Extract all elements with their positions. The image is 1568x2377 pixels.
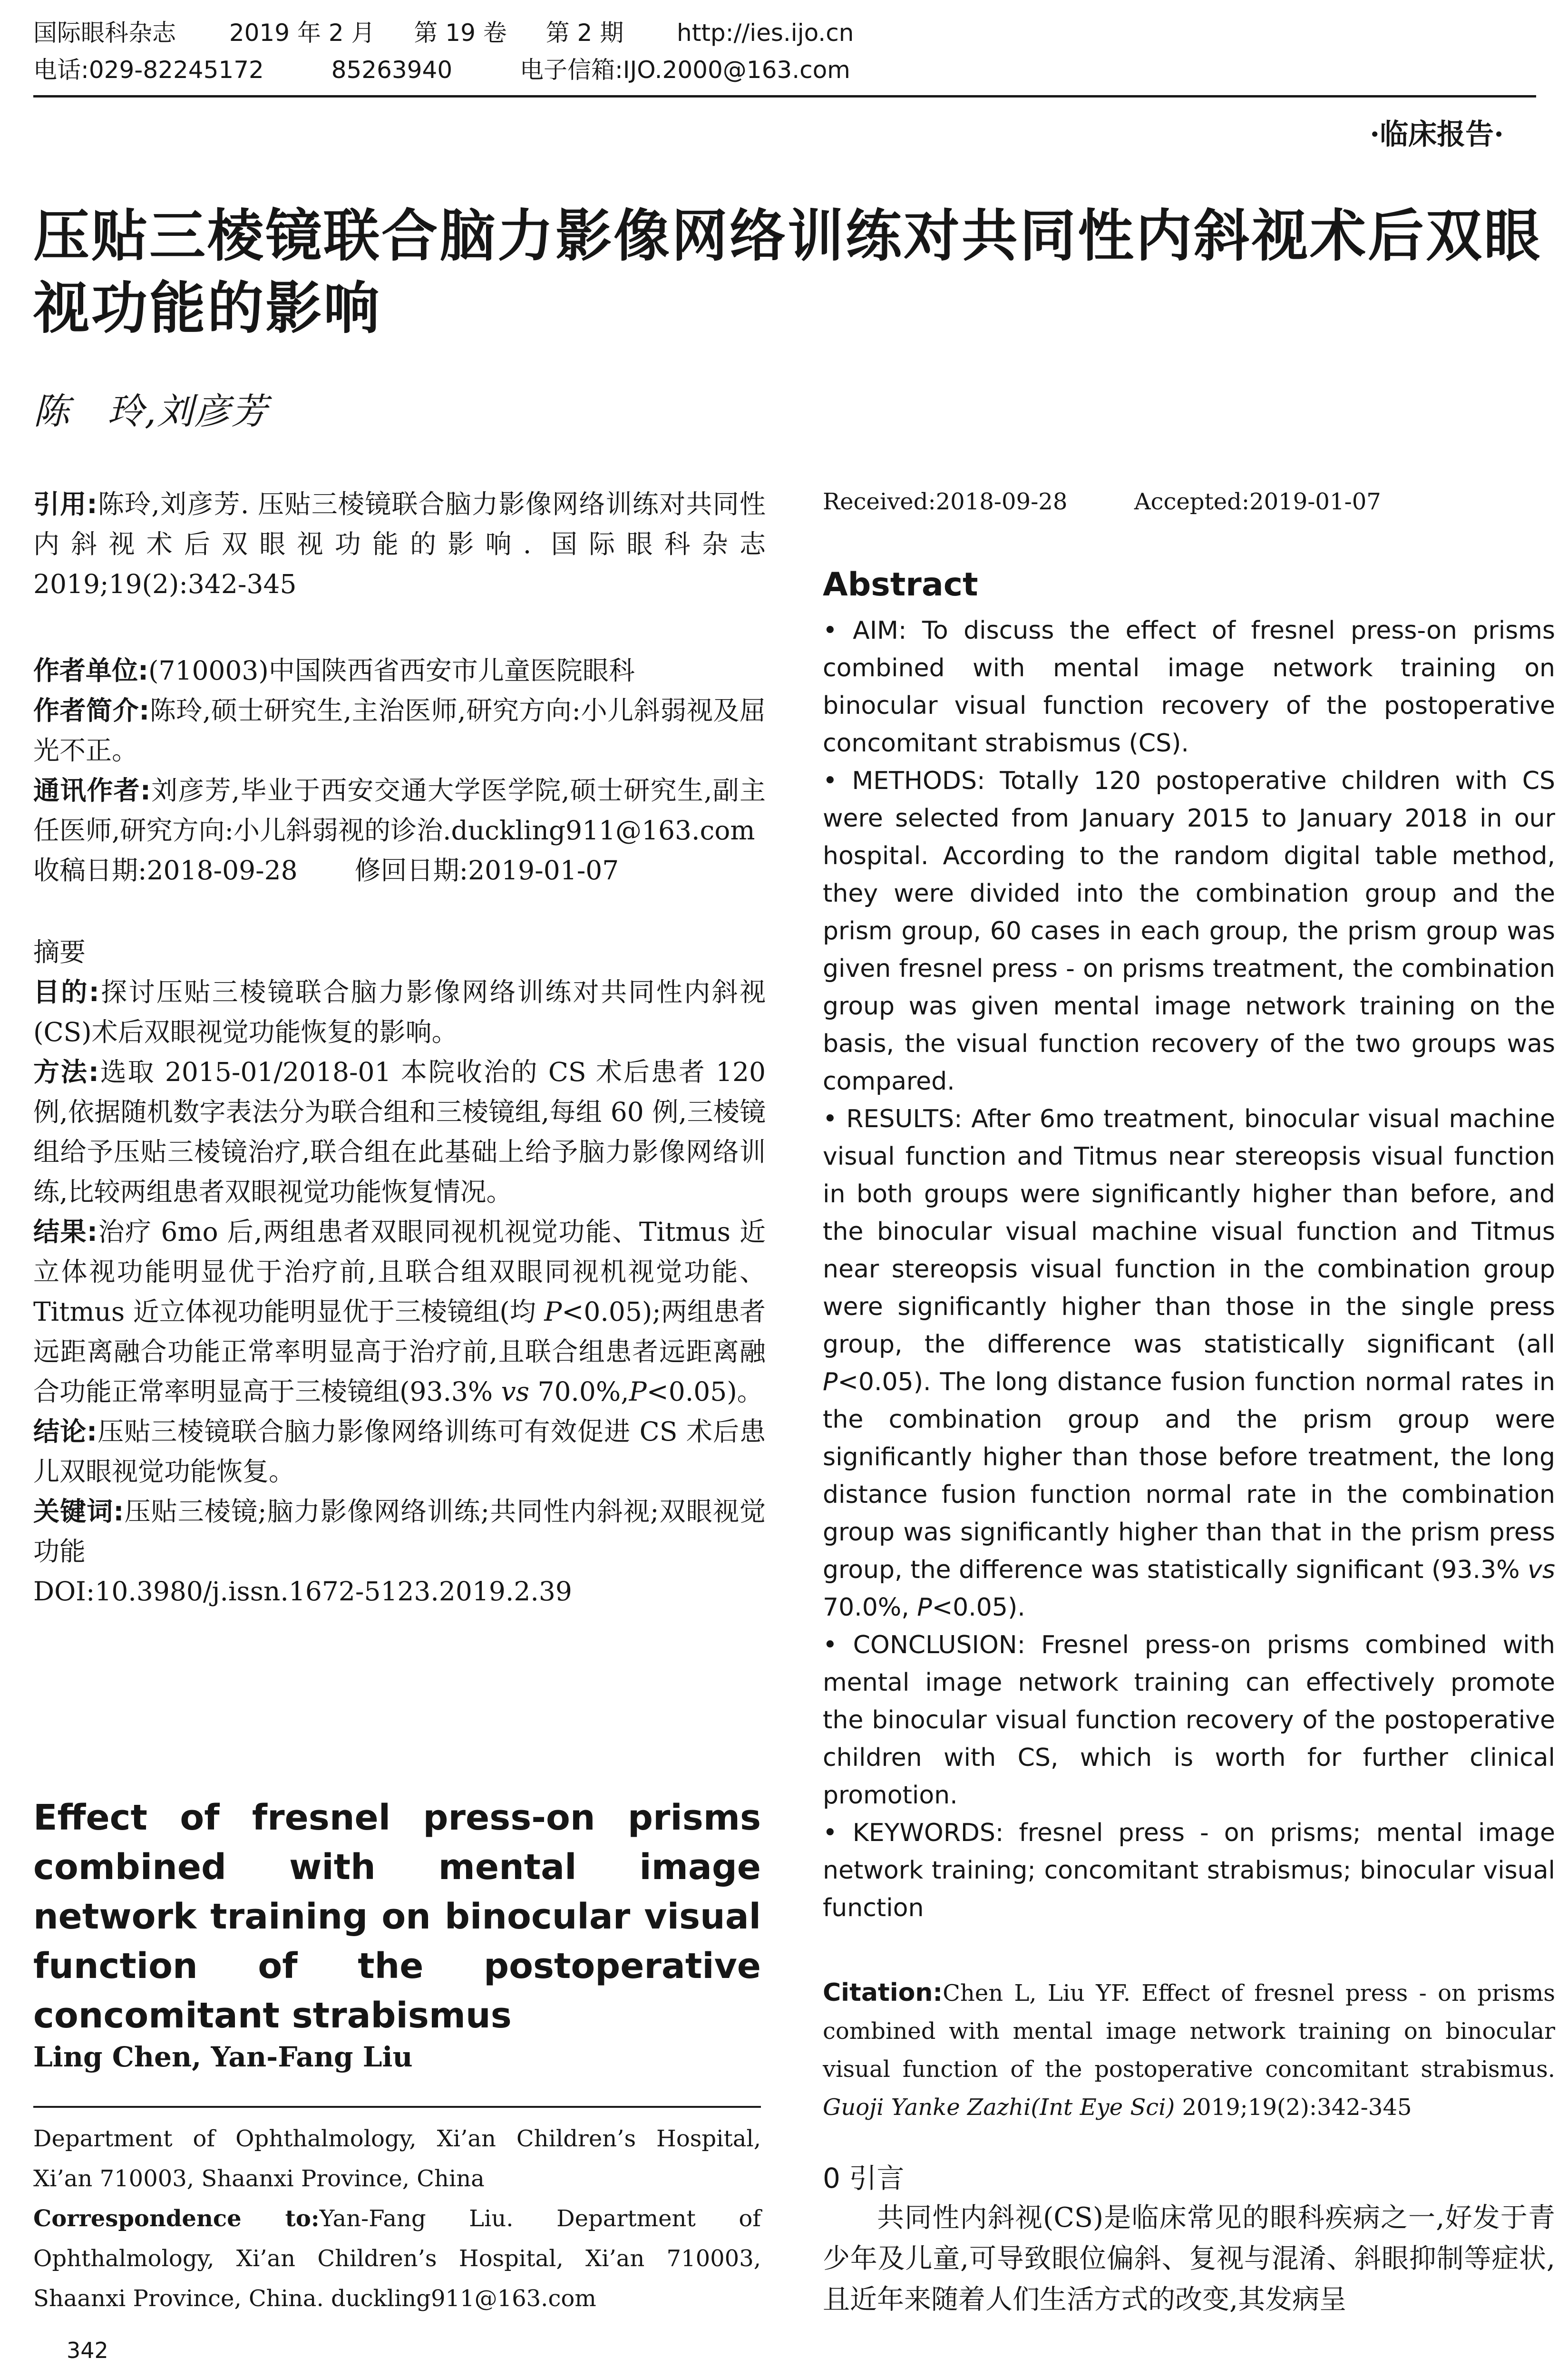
authors-cn: 陈 玲,刘彦芳: [33, 390, 269, 432]
affiliation-en: Department of Ophthalmology, Xi’an Children’s Hospital, Xi’an 710003, Shaanxi Province, China: [33, 2125, 761, 2192]
intro-paragraph: 共同性内斜视(CS)是临床常见的眼科疾病之一,好发于青少年及儿童,可导致眼位偏斜、复视与混淆、斜眼抑制等症状,且近年来随着人们生活方式的改变,其发病呈: [823, 2202, 1555, 2315]
citation-en: Citation:Chen L, Liu YF. Effect of fresnel press - on prisms combined with mental image network training on binocular visual function of the postoperative concomitant strabismus. Guoji Yanke Zazhi(Int Eye Sci) 2019;19(2):342-345: [823, 1978, 1555, 2121]
intro-heading: 0 引言: [823, 2162, 905, 2194]
article-title-cn: 压贴三棱镜联合脑力影像网络训练对共同性内斜视术后双眼视功能的影响: [33, 203, 1542, 341]
abstract-cn-heading: 摘要: [33, 937, 86, 967]
abstract-cn: [33, 932, 766, 1611]
results-en: • RESULTS: After 6mo treatment, binocular visual machine visual function and Titmus near stereopsis visual function in both groups were significantly higher than before, and the binocular visual machine visual function and Titmus near stereopsis visual function in the combination group were significantly higher than those in the single press group, the difference was statistically significant (all P<0.05). The long distance fusion function normal rates in the combination group and the prism group were significantly higher than those before treatment, the long distance fusion function normal rate in the combination group was significantly higher than that in the prism press group, the difference was statistically significant (93.3% vs 70.0%, P<0.05).: [823, 1105, 1556, 1622]
conclusion-cn: 结论:压贴三棱镜联合脑力影像网络训练可有效促进 CS 术后患儿双眼视觉功能恢复。: [33, 1416, 766, 1487]
volume: 第 19 卷: [414, 19, 507, 47]
journal-header-line1: [33, 19, 854, 47]
methods-en: • METHODS: Totally 120 postoperative children with CS were selected from January 2015 to January 2018 in our hospital. According to the random digital table method, they were divided into the combination group and the prism group, 60 cases in each group, the prism group was given fresnel press - on prisms treatment, the combination group was given mental image network training on the basis, the visual function recovery of the two groups was compared.: [823, 767, 1556, 1096]
conclusion-en: • CONCLUSION: Fresnel press-on prisms combined with mental image network training can effectively promote the binocular visual function recovery of the postoperative children with CS, which is worth for further clinical promotion.: [823, 1631, 1555, 1810]
abstract-en: [823, 612, 1555, 1927]
issue-date: 2019 年 2 月: [229, 19, 375, 47]
abstract-en-heading: Abstract: [823, 566, 978, 604]
header-rule: [33, 95, 1536, 97]
affiliation-rule: [33, 2106, 761, 2108]
section-tag: ·临床报告·: [1370, 118, 1504, 151]
article-title-en: Effect of fresnel press-on prisms combined with mental image network training on binocular visual function of the postoperative concomitant strabismus: [33, 1797, 761, 2036]
dates-cn: 收稿日期:2018-09-28 修回日期:2019-01-07: [33, 855, 619, 886]
keywords-cn: 关键词:压贴三棱镜;脑力影像网络训练;共同性内斜视;双眼视觉功能: [33, 1496, 766, 1567]
journal-name: 国际眼科杂志: [33, 19, 176, 47]
correspondence-en: Correspondence to:Yan-Fang Liu. Department of Ophthalmology, Xi’an Children’s Hospital, Xi’an 710003, Shaanxi Province, China. duckling911@163.com: [33, 2205, 761, 2312]
results-cn: 结果:治疗 6mo 后,两组患者双眼同视机视觉功能、Titmus 近立体视功能明显优于治疗前,且联合组双眼同视机视觉功能、Titmus 近立体视功能明显优于三棱镜组(均 P<0.05);两组患者远距离融合功能正常率明显高于治疗前,且联合组患者远距离融合功能正常率明显高于三棱镜组(93.3% vs 70.0%,P<0.05)。: [33, 1217, 766, 1407]
journal-phone: 电话:029-82245172: [33, 56, 264, 84]
journal-header-line2: [33, 56, 850, 84]
journal-url[interactable]: http://ies.ijo.cn: [677, 19, 854, 47]
journal-phone2: 85263940: [331, 56, 453, 84]
journal-email[interactable]: 电子信箱:IJO.2000@163.com: [519, 56, 850, 84]
author-unit: 作者单位:(710003)中国陕西省西安市儿童医院眼科: [33, 655, 635, 686]
issue-number: 第 2 期: [545, 19, 624, 47]
accepted-en: Accepted:2019-01-07: [1134, 488, 1381, 515]
doi[interactable]: DOI:10.3980/j.issn.1672-5123.2019.2.39: [33, 1576, 572, 1607]
methods-cn: 方法:选取 2015-01/2018-01 本院收治的 CS 术后患者 120 例,依据随机数字表法分为联合组和三棱镜组,每组 60 例,三棱镜组给予压贴三棱镜治疗,联合组在此基础上给予脑力影像网络训练,比较两组患者双眼视觉功能恢复情况。: [33, 1057, 766, 1207]
dates-en: [823, 485, 1381, 518]
page-number: 342: [67, 2338, 108, 2363]
author-bio: 作者简介:陈玲,硕士研究生,主治医师,研究方向:小儿斜弱视及屈光不正。: [33, 695, 766, 766]
corresponding-author-cn: 通讯作者:刘彦芳,毕业于西安交通大学医学院,硕士研究生,副主任医师,研究方向:小儿斜弱视的诊治.duckling911@163.com: [33, 775, 766, 846]
received-en: Received:2018-09-28: [823, 488, 1068, 515]
aim-en: • AIM: To discuss the effect of fresnel press-on prisms combined with mental image network training on binocular visual function recovery of the postoperative concomitant strabismus (CS).: [823, 616, 1556, 758]
affiliation-block-en: [33, 2119, 761, 2319]
left-column-front-matter: [33, 484, 766, 604]
author-info-block: [33, 651, 766, 890]
authors-en: Ling Chen, Yan-Fang Liu: [33, 2041, 413, 2073]
citation-cn: 引用:陈玲,刘彦芳. 压贴三棱镜联合脑力影像网络训练对共同性内斜视术后双眼视功能的影响. 国际眼科杂志 2019;19(2):342-345: [33, 489, 766, 599]
keywords-en: • KEYWORDS: fresnel press - on prisms; mental image network training; concomitant strabismus; binocular visual function: [823, 1819, 1555, 1922]
aim-cn: 目的:探讨压贴三棱镜联合脑力影像网络训练对共同性内斜视(CS)术后双眼视觉功能恢复的影响。: [33, 977, 766, 1047]
